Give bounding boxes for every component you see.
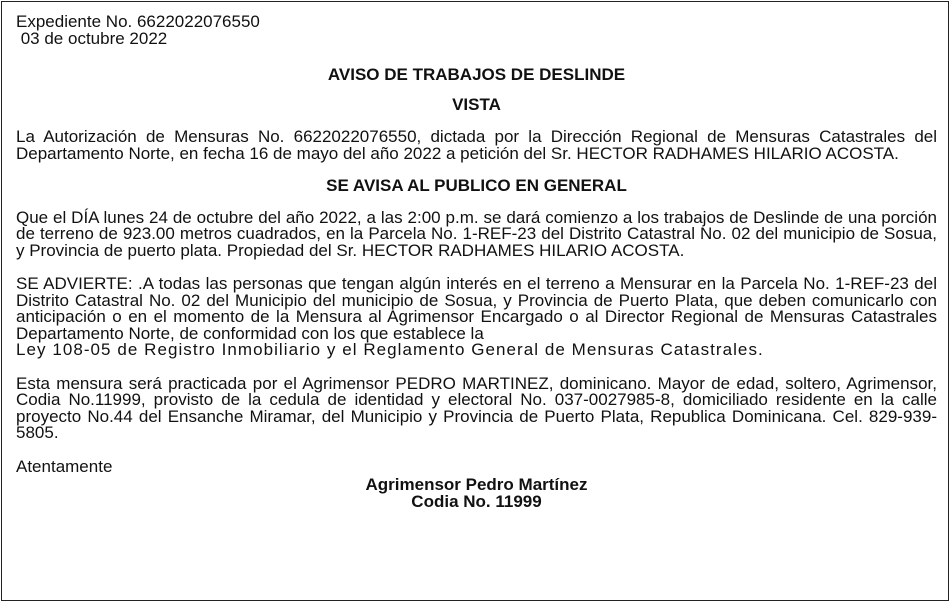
aviso-publico-heading: SE AVISA AL PUBLICO EN GENERAL [326, 176, 627, 195]
expediente-number: Expediente No. 6622022076550 [16, 12, 260, 31]
notice-date: 03 de octubre 2022 [16, 28, 168, 48]
vista-heading: VISTA [452, 94, 501, 114]
advierte-last-line: Ley 108-05 de Registro Inmobiliario y el Reglamento General de Mensuras Catastrales. [16, 340, 764, 359]
signature-codia: Codia No. 11999 [411, 491, 542, 511]
signature-name: Agrimensor Pedro Martínez [365, 475, 588, 494]
advierte-paragraph: SE ADVIERTE: .A todas las personas que tengan algún interés en el terreno a Mensurar en la Parcela No. 1-REF-23 del Distrito Catastral No. 02 del Municipio del municipio de Sosua, y Provincia de Puerto Plata, que deben comunicarlo con anticipación o en el momento de la Mensura al Agrimensor Encargado o al Director Regional de Mensuras Catastrales Departamento Norte, de conformidad con los que establece la [16, 274, 937, 343]
notice-document [16, 14, 937, 510]
agrimensor-paragraph: Esta mensura será practicada por el Agrimensor PEDRO MARTINEZ, dominicano. Mayor de edad, soltero, Agrimensor, Codia No.11999, provisto de la cedula de identidad y electoral No. 037-0027985-8, domiciliado residente en la calle proyecto No.44 del Ensanche Miramar, del Municipio y Provincia de Puerto Plata, Republica Dominicana. Cel. 829-939-5805. [16, 373, 937, 442]
notice-title: AVISO DE TRABAJOS DE DESLINDE [327, 65, 626, 84]
closing-atentamente: Atentamente [16, 456, 113, 476]
autorizacion-paragraph: La Autorización de Mensuras No. 6622022076550, dictada por la Dirección Regional de Mensuras Catastrales del Departamento Norte, en fecha 16 de mayo del año 2022 a petición del Sr. HECTOR RADHAMES HILARIO ACOSTA. [16, 127, 937, 163]
trabajos-paragraph: Que el DÍA lunes 24 de octubre del año 2022, a las 2:00 p.m. se dará comienzo a los trabajos de Deslinde de una porción de terreno de 923.00 metros cuadrados, en la Parcela No. 1-REF-23 del Distrito Catastral No. 02 del municipio de Sosua, y Provincia de puerto plata. Propiedad del Sr. HECTOR RADHAMES HILARIO ACOSTA. [16, 207, 937, 260]
